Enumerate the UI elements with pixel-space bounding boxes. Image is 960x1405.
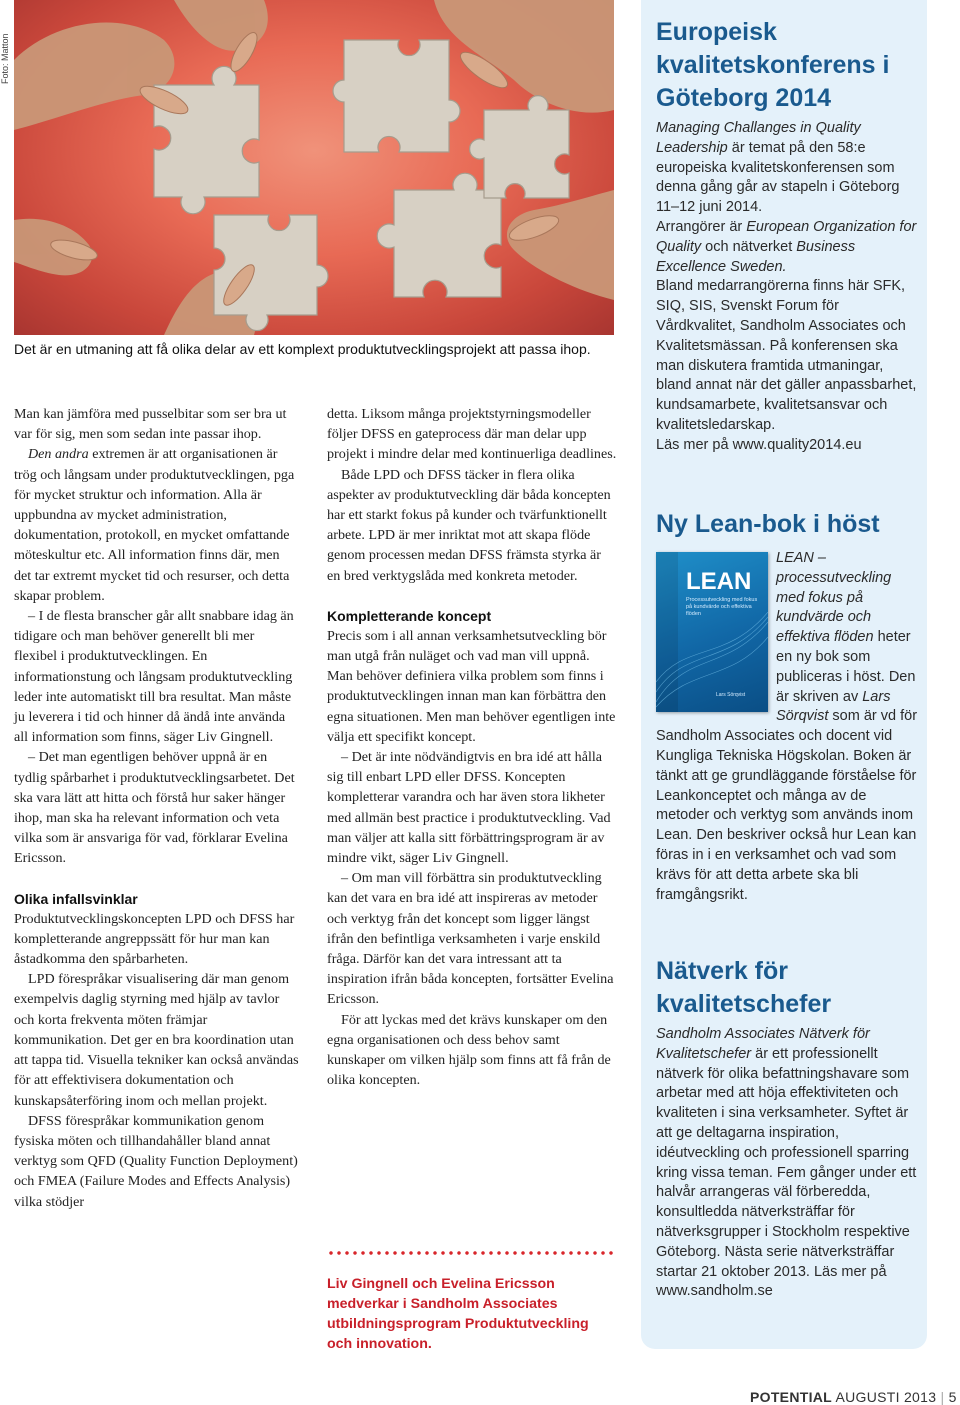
page-number: 5 bbox=[948, 1389, 957, 1405]
photo-credit: Foto: Matton bbox=[0, 33, 10, 84]
sidebar-item-conference bbox=[656, 16, 918, 456]
emphasis: LEAN – processutveckling med fokus på kundvärde och effektiva flöden bbox=[776, 550, 892, 646]
quote-paragraph: – Om man vill förbättra sin produktutveckling kan det vara en bra idé att inspireras av metoder och verktyg från det koncept som ligger längst ifrån den befintliga verksamheten i varje enskild fråga. Därför kan det vara intressant att ta inspiration ifrån båda koncepten, fortsätter Evelina Ericsson. bbox=[327, 870, 614, 1008]
paragraph: detta. Liksom många projektstyrningsmodeller följer DFSS en gateprocess där man delar upp projekt i mindre delar med kontinuerliga deadlines. bbox=[327, 406, 617, 463]
sidebar-heading: Nätverk för kvalitetschefer bbox=[656, 957, 832, 1018]
emphasis: Managing Challanges in Quality Leadership bbox=[656, 120, 861, 156]
paragraph-text: extremen är att organisationen är trög och långsam under produktutvecklingen, pga för mycket struktur och information. Alla är uppbundna av mycket administration, dokumentation, protokoll, en mycket omfattande möteskultur etc. All information finns där, men det tar extremt mycket tid och resurser, och detta skapar problem. bbox=[14, 446, 295, 604]
paragraph: DFSS förespråkar kommunikation genom fysiska möten och tillhandahåller bland annat verktyg som QFD (Quality Function Deployment) och FMEA (Failure Modes and Effects Analysis) vilka stödjer bbox=[14, 1112, 298, 1210]
emphasis: Sandholm Associates Nätverk för Kvalitetschefer bbox=[656, 1026, 870, 1062]
sidebar-item-network bbox=[656, 955, 918, 1302]
paragraph: Man kan jämföra med pusselbitar som ser bra ut var för sig, men som sedan inte passar ihop. bbox=[14, 406, 287, 443]
magazine-name: POTENTIAL bbox=[750, 1389, 833, 1405]
paragraph bbox=[656, 1025, 918, 1302]
paragraph bbox=[656, 218, 918, 277]
issue-date: AUGUSTI 2013 bbox=[835, 1389, 937, 1405]
author-note: Liv Gingnell och Evelina Ericsson medverkar i Sandholm Associates utbildningsprogram Produktutveckling och innovation. bbox=[327, 1276, 589, 1352]
dotted-divider bbox=[327, 1250, 617, 1256]
puzzle-hands-illustration bbox=[14, 0, 614, 335]
book-title: LEAN bbox=[686, 568, 752, 595]
quote-paragraph: – Det är inte nödvändigtvis en bra idé att hålla sig till enbart LPD eller DFSS. Koncepten kompletterar varandra och har även stora likheter med allmän best practice i produktutveckling. Vad man väljer att kalla sitt förbättringsprogram är av mindre vikt, säger Liv Gingnell. bbox=[327, 749, 611, 867]
emphasis: Lars Sörqvist bbox=[776, 688, 891, 725]
emphasis: European Organization for Quality bbox=[656, 218, 917, 255]
quote-paragraph: – I de flesta branscher går allt snabbare idag än tidigare och man behöver generellt bli mer flexibel i produktutvecklingen. En informationstung och långsam produktutveckling leder inte automatiskt till bra resultat. Man måste ju leverera i tid och hinner då ändå inte använda all information som finns, säger Liv Gingnell. bbox=[14, 608, 294, 746]
article-column-1 bbox=[14, 404, 299, 1212]
paragraph: Bland medarrangörerna finns här SFK, SIQ, SIS, Svenskt Forum för Vårdkvalitet, Sandholm Associates och Kvalitetsmässan. På konferensen ska man diskutera framtida utmaningar, bland annat när det gäller anpassbarhet, kundsamarbete, kvalitetsansvar och kvalitetsledarskap. bbox=[656, 278, 917, 433]
book-cover bbox=[656, 552, 768, 712]
paragraph: Både LPD och DFSS täcker in flera olika aspekter av produktutveckling där båda koncepten har ett starkt fokus på kunder och tvärfunktionellt arbete. LPD är mer inriktat mot att skapa flöde genom processen medan DFSS främsta styrka är en bred verktygslåda med konkreta metoder. bbox=[327, 466, 611, 584]
footer-separator: | bbox=[940, 1389, 945, 1405]
puzzle-photo bbox=[14, 0, 614, 335]
paragraph-text: Arrangörer är bbox=[656, 218, 747, 235]
paragraph-text: är temat på den 58:e europeiska kvalitetskonferensen som denna gång går av stapeln i Göteborg 11–12 juni 2014. bbox=[656, 139, 900, 216]
paragraph-text: som är vd för Sandholm Associates och docent vid Kungliga Tekniska Högskolan. Boken är tänkt att ge grundläggande förståelse för Leankonceptet och många av de metoder och verktyg som används inom Lean. Den beskriver också hur Lean kan föras in i en verksamhet och vad som krävs för att detta arbete ska bli framgångsrikt. bbox=[656, 708, 918, 903]
paragraph-text: heter en ny bok som publiceras i höst. Den är skriven av bbox=[776, 629, 916, 705]
paragraph bbox=[656, 119, 918, 218]
quote-paragraph: – Det man egentligen behöver uppnå är en tydlig spårbarhet i produktutvecklingsarbetet. Det ska vara lätt att hitta och förstå hur saker hänger ihop, man ska ha relevant information och veta vilka som är ansvariga för vad, förklarar Evelina Ericsson. bbox=[14, 749, 295, 867]
section-heading: Kompletterande koncept bbox=[327, 607, 492, 624]
book-author: Lars Sörqvist bbox=[716, 692, 746, 698]
sidebar-heading: Europeisk kvalitetskonferens i Göteborg 2014 bbox=[656, 18, 890, 112]
sidebar-heading: Ny Lean-bok i höst bbox=[656, 510, 880, 538]
article-column-2 bbox=[327, 404, 617, 1091]
paragraph: Produktutvecklingskoncepten LPD och DFSS har kompletterande angreppssätt för hur man kan åstadkomma den spårbarheten. bbox=[14, 910, 295, 968]
emphasis: Den andra bbox=[28, 446, 89, 463]
paragraph bbox=[14, 444, 299, 606]
emphasis: Business Excellence Sweden. bbox=[656, 238, 856, 275]
page-footer bbox=[750, 1389, 957, 1405]
book-subtitle: Processutveckling med fokus på kundvärde och effektiva flöden bbox=[686, 597, 758, 617]
photo-caption: Det är en utmaning att få olika delar av ett komplext produktutvecklingsprojekt att passa ihop. bbox=[14, 341, 591, 357]
paragraph-text: är ett professionellt nätverk för olika befattningshavare som arbetar med att höja effektiviteten och kvaliteten i sina verksamheter. Syftet är att ge deltagarna inspiration, idéutveckling och professionell sparring kring vissa teman. Fem gånger under ett halvår arrangeras väl förberedda, konsultledda nätverksträffar för nätverksgrupper i Stockholm respektive Göteborg. Nästa serie nätverksträffar startar 21 oktober 2013. Läs mer på www.sandholm.se bbox=[656, 1045, 917, 1300]
paragraph: LPD förespråkar visualisering där man genom exempelvis daglig styrning med hjälp av tavlor och korta frekventa möten främjar kommunikation. Det ger en bra koordination utan att tappa tid. Visuella tekniker kan också användas för att effektivisera dokumentation och kunskapsåterföring inom och mellan projekt. bbox=[14, 971, 299, 1109]
read-more-link[interactable]: Läs mer på www.quality2014.eu bbox=[656, 436, 862, 453]
paragraph: För att lyckas med det krävs kunskaper om den egna organisationen och dess behov samt kunskaper om vilken hjälp som finns att få från de olika koncepten. bbox=[327, 1011, 611, 1089]
paragraph: Precis som i all annan verksamhetsutveckling bör man utgå från nuläget och vad man vill uppnå. Man behöver definiera vilka problem som finns i produktutvecklingen innan man kan förbättra den egna situationen. Men man behöver egentligen inte välja ett specifikt koncept. bbox=[327, 627, 616, 745]
paragraph-text: och nätverket bbox=[701, 238, 797, 255]
section-heading: Olika infallsvinklar bbox=[14, 890, 138, 907]
book-cover-graphic bbox=[656, 612, 768, 712]
